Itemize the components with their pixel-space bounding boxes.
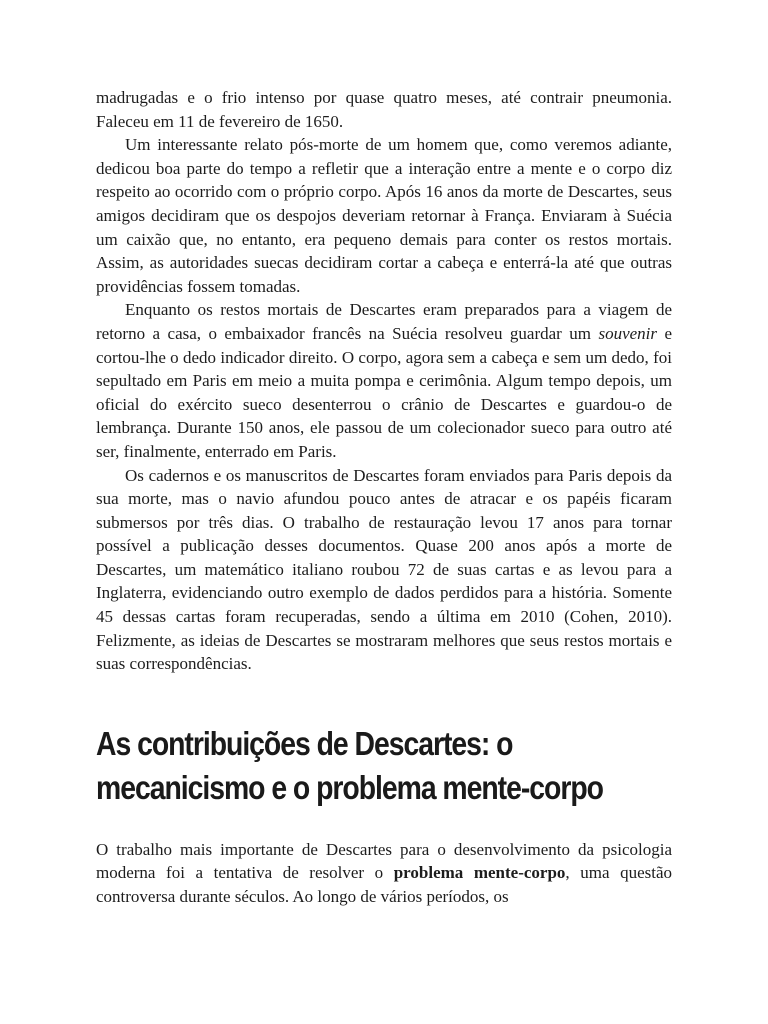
paragraph-1-text: madrugadas e o frio intenso por quase quatro meses, até contrair pneumonia. Faleceu em 11 de fevereiro de 1650. [96, 88, 672, 131]
paragraph-3-text-start: Enquanto os restos mortais de Descartes eram preparados para a viagem de retorno a casa, o embaixador francês na Suécia resolveu guardar um [96, 300, 672, 343]
paragraph-after-heading-text-start: O trabalho mais importante de Descartes para o desenvolvimento da psicologia moderna foi a tentativa de resolver o [96, 839, 672, 883]
document-page [96, 86, 672, 909]
section-heading-line-1: As contribuições de Descartes: o [96, 724, 513, 762]
key-term-mind-body-problem: problema mente-corpo [393, 863, 566, 883]
paragraph-after-heading-text-end: , uma questão controversa durante séculos. Ao longo de vários períodos, os [96, 863, 673, 907]
paragraph-3-text-end: e cortou-lhe o dedo indicador direito. O corpo, agora sem a cabeça e sem um dedo, foi sepultado em Paris em meio a muita pompa e cerimônia. Algum tempo depois, um oficial do exército sueco desenterrou o crânio de Descartes e guardou-o de lembrança. Durante 150 anos, ele passou de um colecionador sueco para outro até ser, finalmente, enterrado em Paris. [96, 323, 673, 461]
paragraph-4-text: Os cadernos e os manuscritos de Descartes foram enviados para Paris depois da sua morte, mas o navio afundou pouco antes de atracar e os papéis ficaram submersos por três dias. O trabalho de restauração levou 17 anos para tornar possível a publicação desses documentos. Quase 200 anos após a morte de Descartes, um matemático italiano roubou 72 de suas cartas e as levou para a Inglaterra, evidenciando outro exemplo de dados perdidos para a história. Somente 45 dessas cartas foram recuperadas, sendo a última em 2010 (Cohen, 2010). Felizmente, as ideias de Descartes se mostraram melhores que seus restos mortais e suas correspondências. [96, 465, 672, 674]
section-heading-block [96, 722, 672, 818]
section-heading-line-2: mecanicismo e o problema mente-corpo [96, 768, 603, 806]
paragraph-2 [96, 133, 672, 298]
paragraph-3 [96, 298, 672, 463]
paragraph-4 [96, 464, 672, 676]
section-heading [96, 722, 681, 810]
paragraph-3-italic-term: souvenir [598, 323, 658, 343]
paragraph-1 [96, 86, 672, 133]
paragraph-after-heading [96, 838, 672, 909]
paragraph-2-text: Um interessante relato pós-morte de um homem que, como veremos adiante, dedicou boa parte do tempo a refletir que a interação entre a mente e o corpo diz respeito ao ocorrido com o próprio corpo. Após 16 anos da morte de Descartes, seus amigos decidiram que os despojos deveriam retornar à França. Enviaram à Suécia um caixão que, no entanto, era pequeno demais para conter os restos mortais. Assim, as autoridades suecas decidiram cortar a cabeça e enterrá-la até que outras providências fossem tomadas. [96, 135, 672, 296]
